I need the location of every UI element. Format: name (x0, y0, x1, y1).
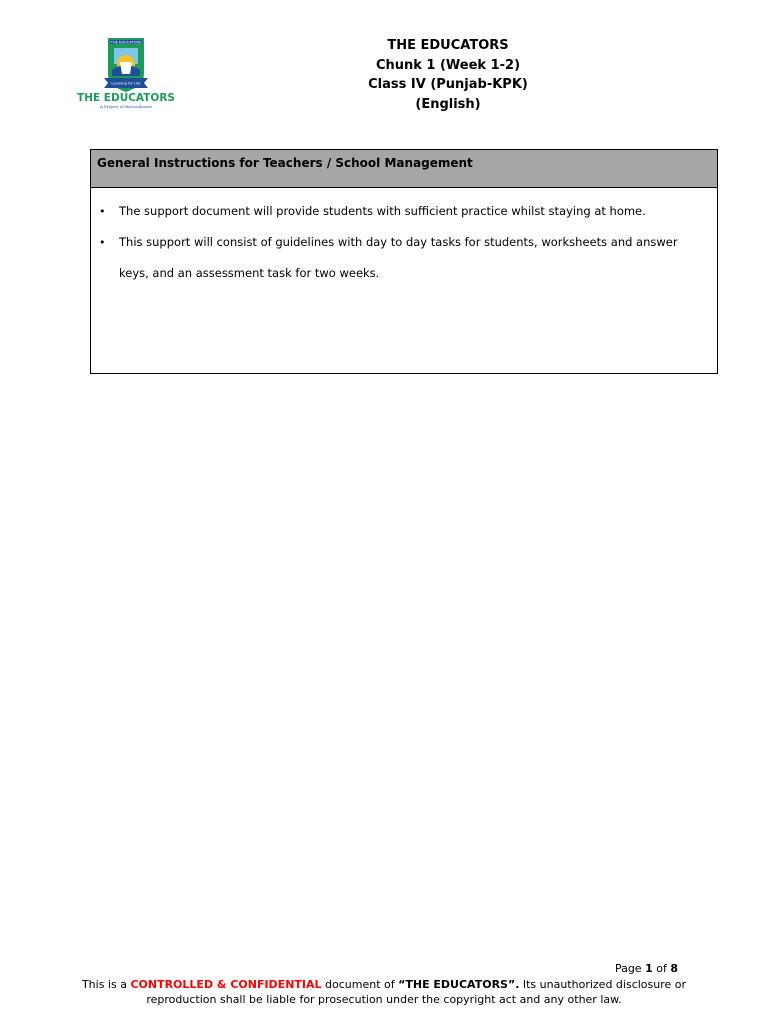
footer-line-1: This is a CONTROLLED & CONFIDENTIAL document of “THE EDUCATORS”. Its unauthorized disclosure or (81, 978, 687, 991)
header-chunk: Chunk 1 (Week 1-2) (375, 57, 521, 73)
footer-line-2: reproduction shall be liable for prosecution under the copyright act and any other law. (146, 993, 622, 1006)
educators-logo (77, 34, 175, 120)
svg-text:THE EDUCATORS: THE EDUCATORS (110, 40, 142, 45)
svg-text:Learning for Life: Learning for Life (111, 81, 141, 86)
list-item (99, 196, 709, 227)
header-org: THE EDUCATORS (387, 38, 509, 53)
header-class: Class IV (Punjab-KPK) (368, 77, 528, 92)
logo-wordmark: THE EDUCATORS (77, 92, 175, 104)
bullet-icon: • (99, 205, 106, 218)
page-number: Page 1 of 8 (614, 962, 678, 975)
document-header (330, 36, 566, 114)
bullet-icon: • (99, 236, 106, 249)
list-item-text: The support document will provide students with sufficient practice whilst staying at home. (119, 204, 646, 218)
logo-tagline: A Project of Beaconhouse (100, 104, 152, 109)
confidentiality-footer (0, 977, 768, 1007)
header-subject: (English) (415, 96, 481, 112)
instructions-box (90, 149, 718, 374)
list-item (99, 227, 709, 289)
instructions-title: General Instructions for Teachers / School Management (91, 150, 717, 188)
list-item-text: This support will consist of guidelines with day to day tasks for students, worksheets and answer keys, and an assessment task for two weeks. (119, 235, 678, 280)
